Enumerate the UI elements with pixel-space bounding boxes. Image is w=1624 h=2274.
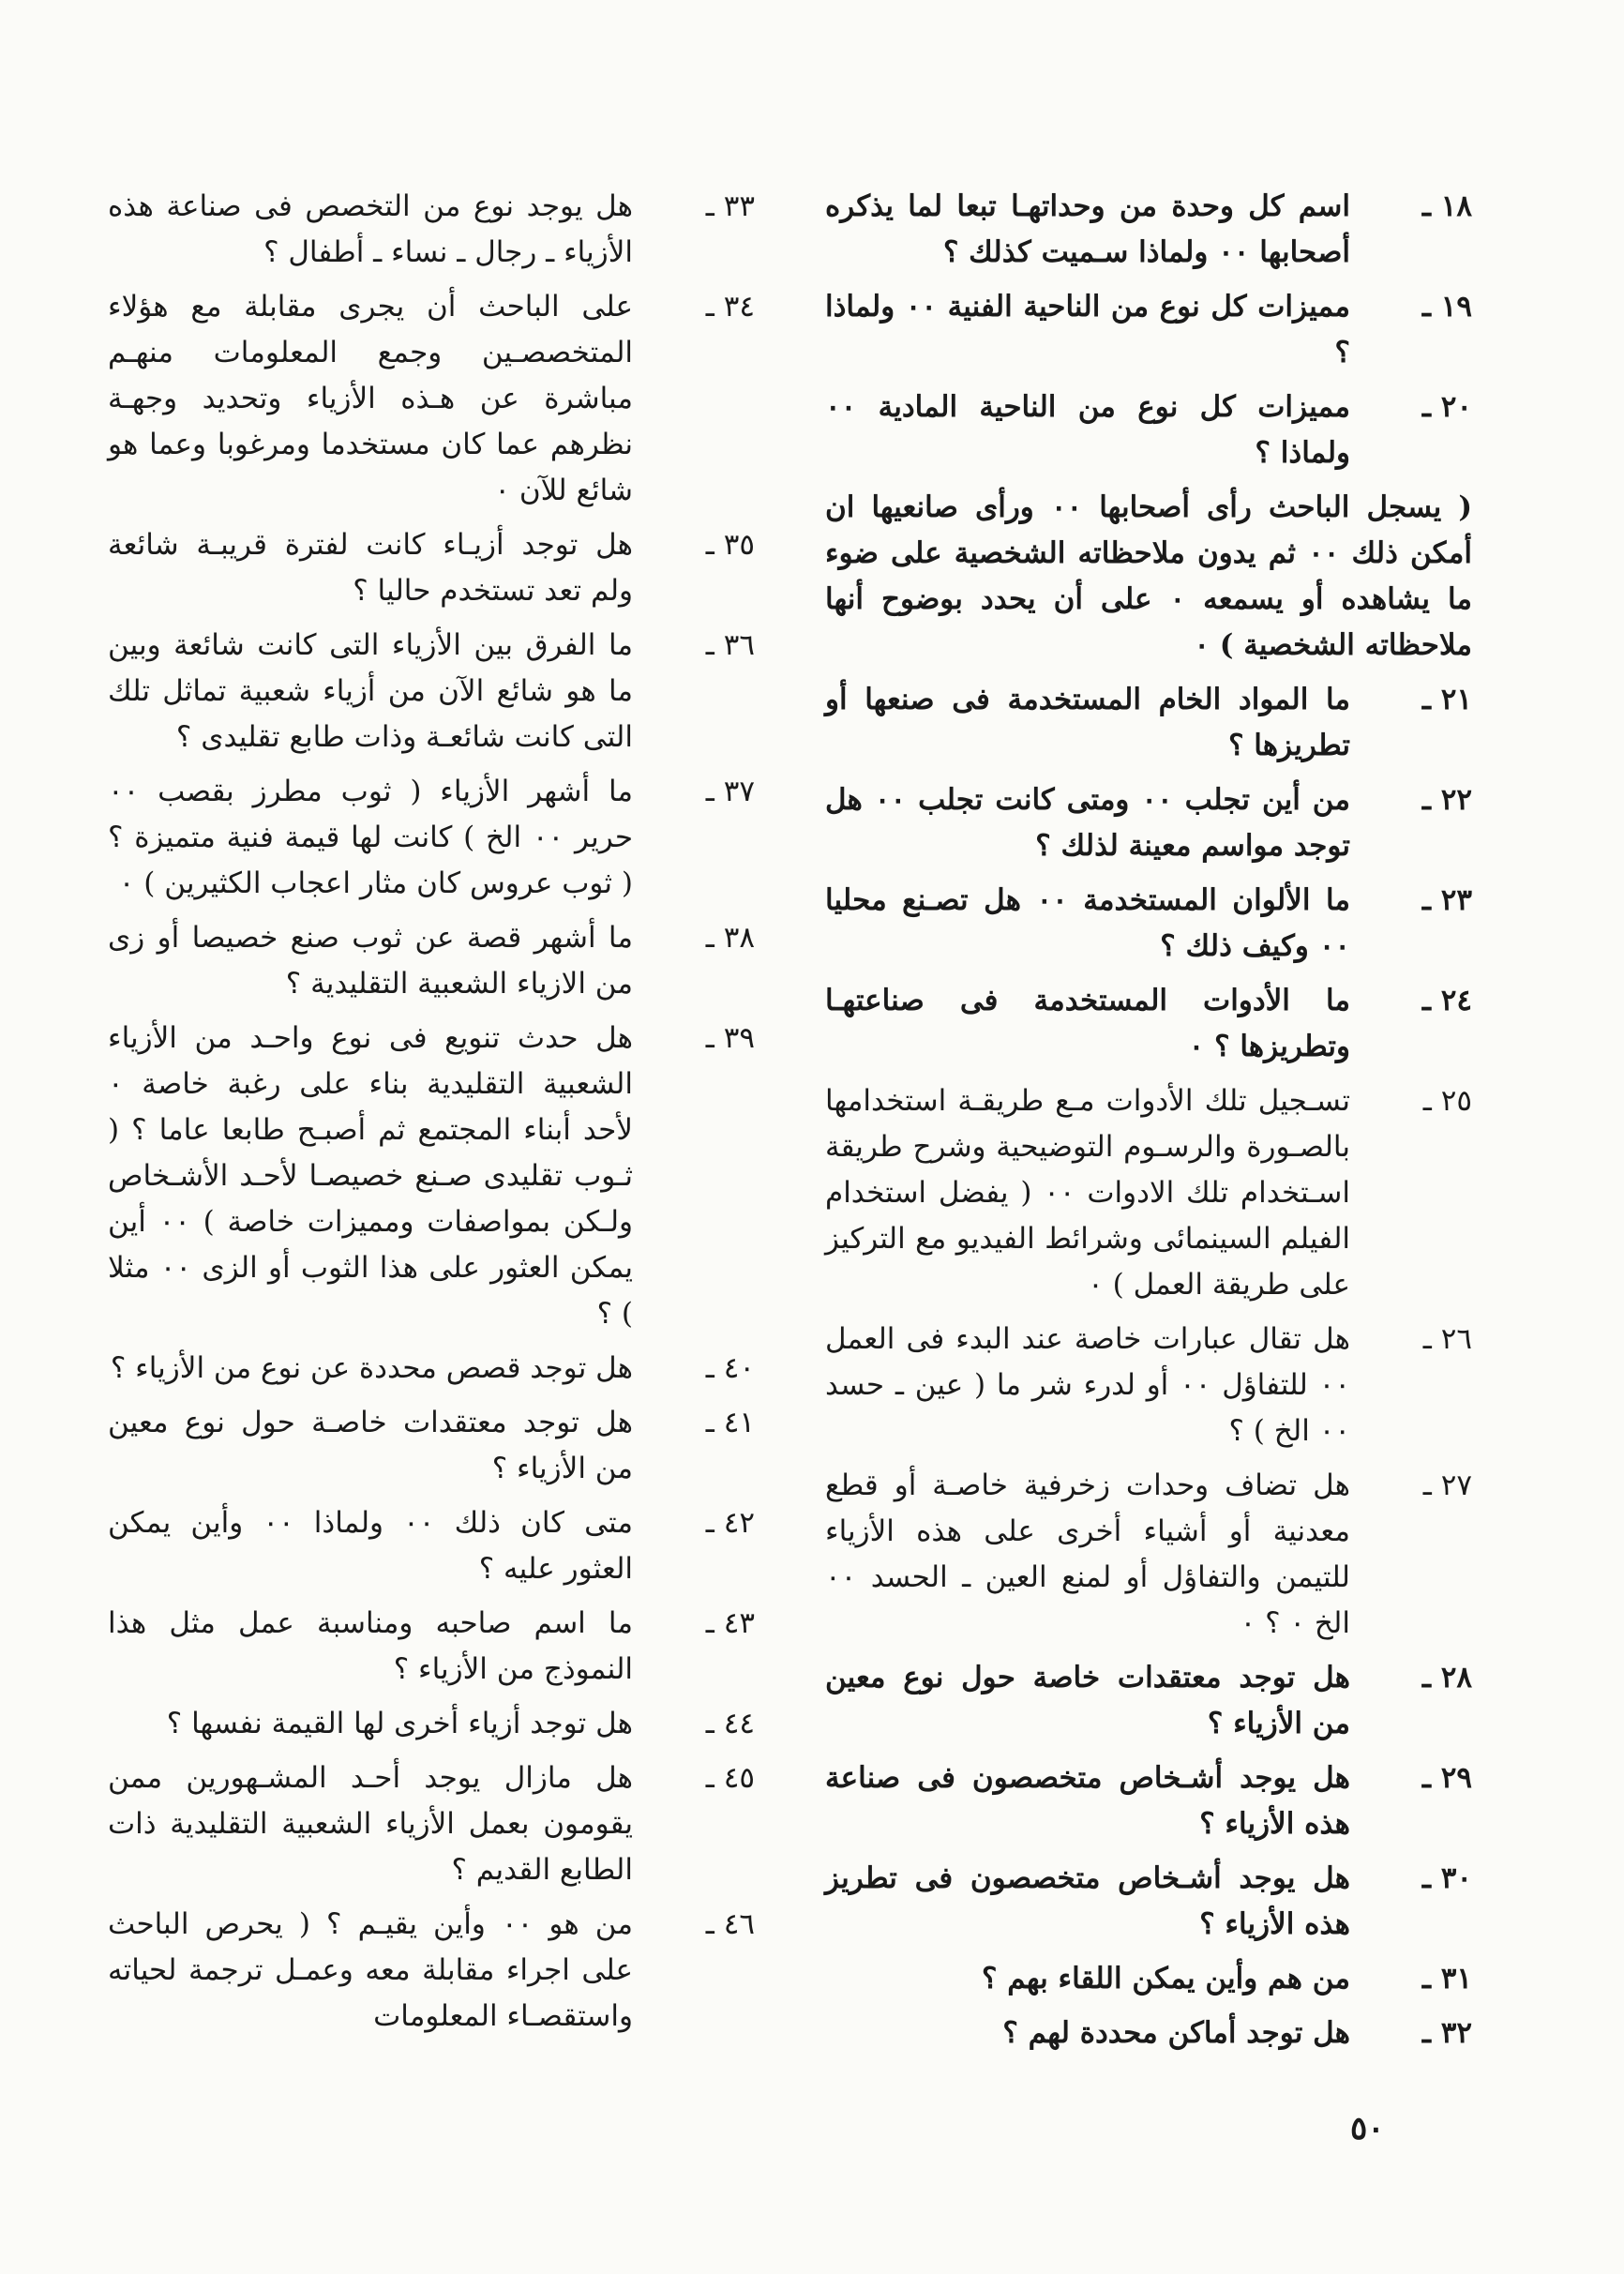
question-number: ٢٨ ـ [1421, 1661, 1472, 1694]
question-item [825, 1317, 1472, 1454]
left-column [108, 184, 755, 2048]
question-number: ٤٦ ـ [705, 1907, 755, 1941]
question-item [825, 777, 1472, 869]
question-number: ٤٥ ـ [705, 1761, 755, 1795]
question-text: اسم كل وحدة من وحداتهـا تبعا لما يذكره أصحابها ٠٠ ولماذا سـميت كذلك ؟ [825, 189, 1350, 269]
question-number: ٣٥ ـ [705, 528, 755, 562]
question-item [108, 522, 755, 614]
question-text: ما الألوان المستخدمة ٠٠ هل تصـنع محليا ٠٠ وكيف ذلك ؟ [825, 883, 1351, 963]
question-number: ٢٥ ـ [1422, 1084, 1472, 1118]
question-item [825, 284, 1472, 376]
question-number: ٣٤ ـ [705, 290, 755, 324]
question-text: هل يوجد أشـخاص متخصصون فى تطريز هذه الأزياء ؟ [825, 1861, 1350, 1941]
question-text: هل تضاف وحدات زخرفية خاصـة أو قطع معدنية أو أشياء أخرى على هذه الأزياء للتيمن والتفاؤل أو لمنع العين ـ الحسد ٠٠ الخ ٠ ؟ ٠ [825, 1468, 1350, 1640]
question-text: ما المواد الخام المستخدمة فى صنعها أو تطريزها ؟ [825, 683, 1350, 762]
question-item [825, 1463, 1472, 1647]
question-number: ٤٠ ـ [705, 1351, 755, 1385]
page-number: ٥٠ [1350, 2110, 1385, 2147]
question-item [108, 1346, 755, 1392]
question-text: هل توجد أماكن محددة لهم ؟ [1002, 2016, 1350, 2050]
question-text: من هم وأين يمكن اللقاء بهم ؟ [981, 1962, 1350, 1995]
question-number: ٢٠ ـ [1421, 390, 1472, 424]
question-text: من هو ٠٠ وأين يقيـم ؟ ( يحرص الباحث على اجراء مقابلة معه وعمـل ترجمة لحياته واستقصـاء المعلومات [108, 1907, 633, 2033]
question-text: هل توجد معتقدات خاصة حول نوع معين من الأزياء ؟ [825, 1661, 1350, 1740]
question-item [825, 1078, 1472, 1308]
question-number: ١٩ ـ [1421, 290, 1472, 324]
question-number: ٣٣ ـ [705, 189, 755, 223]
question-text: تسـجيل تلك الأدوات مـع طريقـة استخدامها بالصـورة والرسـوم التوضيحية وشرح طريقة اسـتخدام تلك الادوات ٠٠ ( يفضل استخدام الفيلم السينمائى وشرائط الفيديو مع التركيز على طريقة العمل ) ٠ [825, 1084, 1351, 1302]
question-item [825, 1755, 1472, 1847]
question-item [825, 2010, 1472, 2056]
question-text: هل يوجد نوع من التخصص فى صناعة هذه الأزياء ـ رجال ـ نساء ـ أطفال ؟ [108, 189, 633, 269]
question-number: ٢٢ ـ [1421, 783, 1472, 817]
question-item [825, 677, 1472, 769]
question-item [108, 1902, 755, 2040]
question-item [108, 623, 755, 761]
right-column [825, 184, 1472, 2065]
question-number: ٤١ ـ [705, 1406, 755, 1439]
question-text: متى كان ذلك ٠٠ ولماذا ٠٠ وأين يمكن العثور عليه ؟ [108, 1506, 633, 1586]
question-text: هل توجد معتقدات خاصـة حول نوع معين من الأزياء ؟ [108, 1406, 633, 1485]
researcher-note [825, 485, 1472, 669]
question-item [825, 1655, 1472, 1747]
question-number: ٢٧ ـ [1422, 1468, 1472, 1502]
question-text: هل توجد أزيـاء كانت لفترة قريبـة شائعة ولم تعد تستخدم حاليا ؟ [108, 528, 633, 608]
question-number: ٣١ ـ [1421, 1962, 1472, 1995]
question-text: هل يوجد أشـخاص متخصصون فى صناعة هذه الأزياء ؟ [825, 1761, 1350, 1841]
question-number: ٢١ ـ [1421, 683, 1472, 716]
note-text: ( يسجل الباحث رأى أصحابها ٠٠ ورأى صانعيها ان أمكن ذلك ٠٠ ثم يدون ملاحظاته الشخصية على ضوء ما يشاهده أو يسمعه ٠ على أن يحدد بوضوح أنها ملاحظاته الشخصية ) ٠ [825, 490, 1472, 662]
question-number: ١٨ ـ [1421, 189, 1472, 223]
question-text: ما اسم صاحبه ومناسبة عمل مثل هذا النموذج من الأزياء ؟ [108, 1606, 633, 1686]
question-item [825, 1856, 1472, 1948]
question-item [108, 184, 755, 276]
question-text: مميزات كل نوع من الناحية المادية ٠٠ ولماذا ؟ [825, 390, 1350, 470]
question-number: ٢٣ ـ [1421, 883, 1472, 917]
question-text: هل مازال يوجد أحـد المشـهورين ممن يقومون بعمل الأزياء الشعبية التقليدية ذات الطابع القديم ؟ [108, 1761, 633, 1887]
question-item [825, 1956, 1472, 2002]
question-text: هل توجد قصص محددة عن نوع من الأزياء ؟ [110, 1351, 633, 1385]
question-item [108, 1016, 755, 1337]
question-item [108, 1755, 755, 1893]
question-number: ٣٢ ـ [1421, 2016, 1472, 2050]
question-text: هل تقال عبارات خاصة عند البدء فى العمل ٠٠ للتفاؤل ٠٠ أو لدرء شر ما ( عين ـ حسد ٠٠ الخ ) ؟ [825, 1322, 1350, 1448]
question-item [108, 1701, 755, 1747]
question-text: من أين تجلب ٠٠ ومتى كانت تجلب ٠٠ هل توجد مواسم معينة لذلك ؟ [825, 783, 1350, 863]
question-text: هل توجد أزياء أخرى لها القيمة نفسها ؟ [166, 1707, 633, 1740]
question-text: هل حدث تنويع فى نوع واحـد من الأزياء الشعبية التقليدية بناء على رغبة خاصة ٠ لأحد أبناء المجتمع ثم أصبـح طابعا عاما ؟ ( ثـوب تقليدى صـنع خصيصـا لأحـد الأشـخاص ولـكن بمواصفات ومميزات خاصة ) ٠٠ أين يمكن العثور على هذا الثوب أو الزى ٠٠ مثلا ) ؟ [108, 1021, 633, 1331]
question-number: ٢٦ ـ [1422, 1322, 1472, 1356]
question-text: ما أشهر قصة عن ثوب صنع خصيصا أو زى من الازياء الشعبية التقليدية ؟ [108, 921, 633, 1001]
question-item [108, 1400, 755, 1492]
question-item [825, 978, 1472, 1070]
question-item [108, 1601, 755, 1693]
question-text: على الباحث أن يجرى مقابلة مع هؤلاء المتخصصـين وجمع المعلومات منهـم مباشرة عن هـذه الأزياء وتحديد وجهـة نظرهم عما كان مستخدما ومرغوبا وعما هو شائع للآن ٠ [108, 290, 633, 507]
question-number: ٤٣ ـ [705, 1606, 755, 1640]
question-text: مميزات كل نوع من الناحية الفنية ٠٠ ولماذا ؟ [825, 290, 1350, 369]
question-item [108, 769, 755, 907]
question-number: ٣٩ ـ [705, 1021, 755, 1055]
question-number: ٣٧ ـ [705, 775, 755, 808]
question-item [825, 184, 1472, 276]
question-item [108, 284, 755, 514]
question-number: ٢٩ ـ [1421, 1761, 1472, 1795]
question-number: ٣٠ ـ [1421, 1861, 1472, 1895]
question-text: ما الفرق بين الأزياء التى كانت شائعة وبين ما هو شائع الآن من أزياء شعبية تماثل تلك التى كانت شائعـة وذات طابع تقليدى ؟ [108, 628, 633, 754]
question-number: ٣٨ ـ [705, 921, 755, 955]
question-number: ٤٤ ـ [705, 1707, 755, 1740]
question-item [108, 1500, 755, 1592]
question-number: ٣٦ ـ [705, 628, 755, 662]
question-number: ٤٢ ـ [705, 1506, 755, 1540]
question-text: ما الأدوات المستخدمة فى صناعتهـا وتطريزها ؟ ٠ [825, 984, 1350, 1063]
question-item [108, 915, 755, 1007]
question-text: ما أشهر الأزياء ( ثوب مطرز بقصب ٠٠ حرير ٠٠ الخ ) كانت لها قيمة فنية متميزة ؟ ( ثوب عروس كان مثار اعجاب الكثيرين ) ٠ [108, 775, 633, 900]
question-item [825, 878, 1472, 970]
question-number: ٢٤ ـ [1421, 984, 1472, 1017]
question-item [825, 384, 1472, 476]
